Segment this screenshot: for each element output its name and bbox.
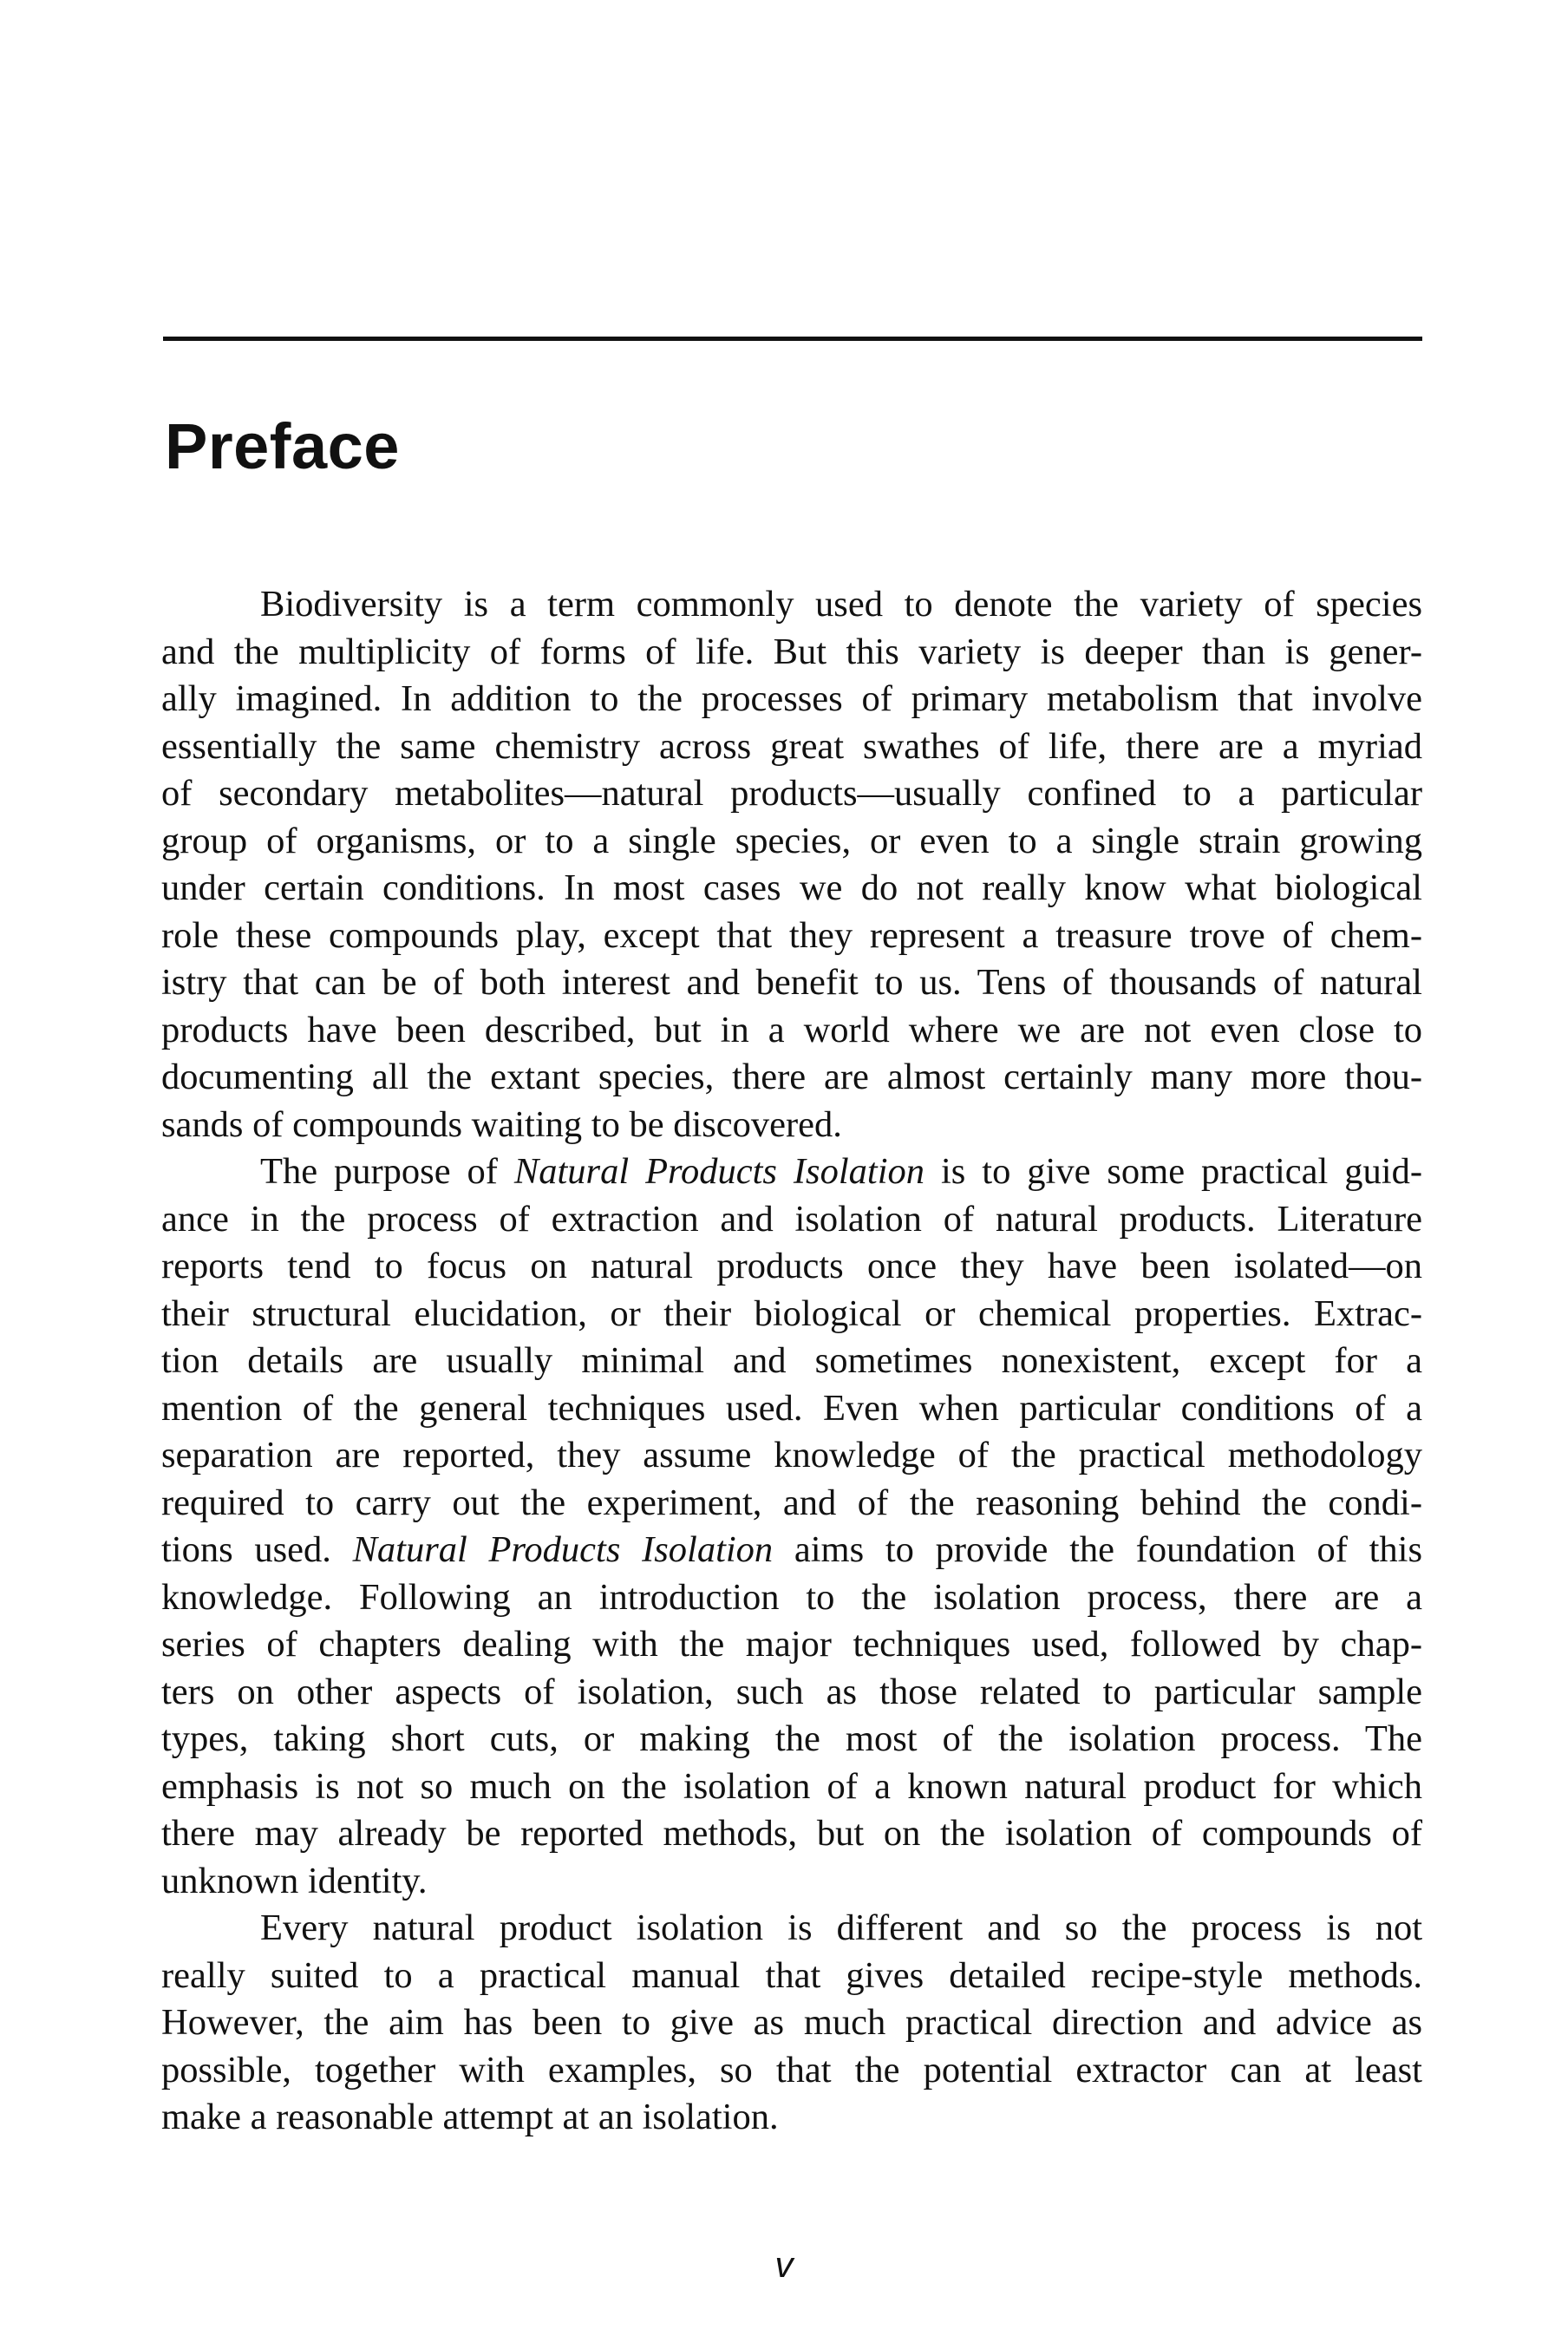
paragraph-2	[161, 1148, 1422, 1905]
text-line: really suited to a practical manual that gives detailed recipe-style methods.	[161, 1954, 1422, 1996]
body-text	[161, 581, 1422, 2142]
book-title-italic: Natural Products Isolation	[352, 1529, 774, 1570]
text-line: required to carry out the experiment, and of the reasoning behind the condi-	[161, 1482, 1422, 1523]
text-line: tion details are usually minimal and sometimes nonexistent, except for a	[161, 1340, 1422, 1381]
page-number: v	[774, 2244, 794, 2285]
text-line: reports tend to focus on natural products once they have been isolated—on	[161, 1246, 1422, 1286]
text-line: and the multiplicity of forms of life. But this variety is deeper than is gener-	[161, 631, 1422, 672]
page-title: Preface	[165, 410, 400, 482]
text-line: there may already be reported methods, but on the isolation of compounds of	[161, 1813, 1422, 1854]
text-run: is to give some practical guid-	[924, 1151, 1422, 1192]
text-line	[161, 1148, 1422, 1196]
text-line: emphasis is not so much on the isolation of a known natural product for which	[161, 1765, 1422, 1807]
text-line: of secondary metabolites—natural products—usually confined to a particular	[161, 773, 1422, 814]
text-line: types, taking short cuts, or making the most of the isolation process. The	[161, 1718, 1422, 1759]
text-run: tions used.	[161, 1529, 353, 1570]
text-line: essentially the same chemistry across great swathes of life, there are a myriad	[161, 725, 1422, 767]
text-line: Biodiversity is a term commonly used to denote the variety of species	[260, 584, 1422, 625]
text-line: Every natural product isolation is different and so the process is not	[260, 1907, 1422, 1948]
header-rule	[163, 337, 1422, 341]
text-line: knowledge. Following an introduction to the isolation process, there are a	[161, 1576, 1422, 1618]
paragraph-3	[161, 1905, 1422, 2142]
book-title-italic: Natural Products Isolation	[513, 1151, 925, 1192]
text-line: group of organisms, or to a single species, or even to a single strain growing	[161, 820, 1422, 861]
text-line	[161, 1527, 1422, 1574]
text-run: aims to provide the foundation of this	[773, 1529, 1422, 1570]
text-line: mention of the general techniques used. Even when particular conditions of a	[161, 1387, 1422, 1429]
text-line: separation are reported, they assume knowledge of the practical methodology	[161, 1435, 1422, 1475]
text-line: role these compounds play, except that they represent a treasure trove of chem-	[161, 914, 1422, 956]
paragraph-1	[161, 581, 1422, 1148]
text-line: sands of compounds waiting to be discovered.	[161, 1103, 842, 1145]
text-line: However, the aim has been to give as much practical direction and advice as	[161, 2002, 1422, 2043]
text-line: unknown identity.	[161, 1860, 428, 1901]
text-line: their structural elucidation, or their biological or chemical properties. Extrac-	[161, 1292, 1422, 1334]
text-run: The purpose of	[260, 1151, 514, 1192]
text-line: make a reasonable attempt at an isolation.	[161, 2097, 779, 2137]
text-line: ance in the process of extraction and isolation of natural products. Literature	[161, 1198, 1422, 1240]
text-line: ally imagined. In addition to the processes of primary metabolism that involve	[161, 678, 1422, 719]
text-line: products have been described, but in a world where we are not even close to	[161, 1009, 1422, 1050]
text-line: istry that can be of both interest and benefit to us. Tens of thousands of natural	[161, 962, 1422, 1003]
text-line: under certain conditions. In most cases we do not really know what biological	[161, 867, 1422, 908]
text-line: ters on other aspects of isolation, such as those related to particular sample	[161, 1671, 1422, 1712]
text-line: series of chapters dealing with the major techniques used, followed by chap-	[161, 1624, 1422, 1665]
text-line: documenting all the extant species, there are almost certainly many more thou-	[161, 1057, 1422, 1097]
text-line: possible, together with examples, so that the potential extractor can at least	[161, 2049, 1422, 2091]
